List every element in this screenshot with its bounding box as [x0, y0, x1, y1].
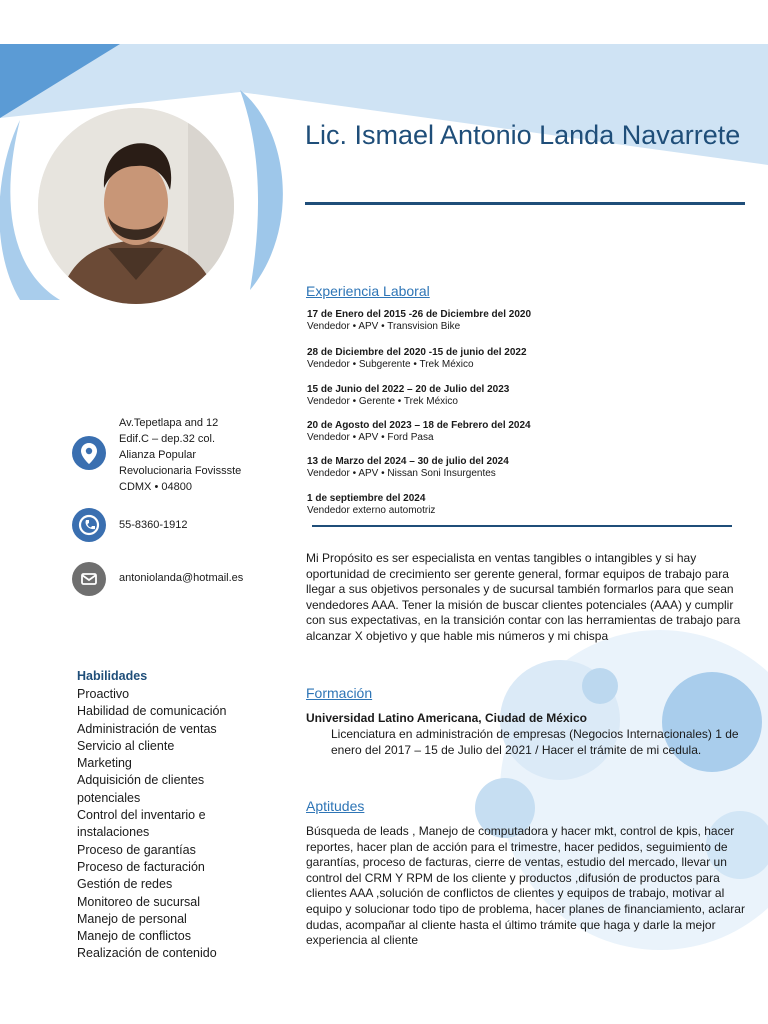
- address-block: [119, 415, 241, 495]
- skill-item: Control del inventario e instalaciones: [77, 808, 206, 840]
- job-dates: 13 de Marzo del 2024 – 30 de julio del 2024: [307, 456, 509, 467]
- job-entry: [307, 492, 747, 517]
- university-name: Universidad Latino Americana, Ciudad de México: [306, 711, 587, 725]
- job-entry: [307, 455, 747, 480]
- skills-heading: Habilidades: [77, 669, 148, 683]
- address-line: Alianza Popular: [119, 449, 197, 461]
- job-dates: 28 de Diciembre del 2020 -15 de junio del 2022: [307, 347, 527, 358]
- skill-item: Proceso de garantías: [77, 842, 196, 857]
- education-heading: Formación: [306, 685, 373, 701]
- skills-list: [77, 686, 267, 963]
- skill-item: Realización de contenido: [77, 946, 217, 961]
- phone-icon: [72, 508, 106, 542]
- address-line: Av.Tepetlapa and 12: [119, 417, 219, 429]
- skill-item: Proceso de facturación: [77, 859, 205, 874]
- location-pin-icon: [72, 436, 106, 470]
- skill-item: Adquisición de clientes potenciales: [77, 773, 205, 805]
- job-entry: [307, 383, 747, 408]
- address-line: Edif.C – dep.32 col.: [119, 433, 216, 445]
- job-entry: [307, 346, 747, 371]
- aptitudes-heading: Aptitudes: [306, 798, 365, 814]
- job-entry: [307, 419, 747, 444]
- candidate-name: Lic. Ismael Antonio Landa Navarrete: [305, 120, 741, 150]
- email-icon: [72, 562, 106, 596]
- skill-item: Habilidad de comunicación: [77, 704, 227, 719]
- job-dates: 15 de Junio del 2022 – 20 de Julio del 2023: [307, 384, 510, 395]
- aptitudes-text: Búsqueda de leads , Manejo de computadora y hacer mkt, control de kpis, hacer reportes, hacer plan de acción para el trimestre, hacer pedidos, seguimiento de garantías, proceso de facturas, cierre de ventas, estudio del mercado, llevar un control del CRM Y RPM de los cliente y productos ,difusión de productos para clientes AAA ,solución de conflictos de clientes y equipos de trabajo, motivar al equipo y solucionar todo tipo de problema, hacer planes de financiamiento, aclarar dudas, acompañar al cliente hasta el último trámite que haga y darle la mejor experiencia al cliente: [306, 824, 745, 948]
- job-entry: [307, 308, 747, 333]
- degree-description: Licenciatura en administración de empresas (Negocios Internacionales) 1 de enero del 2017 – 15 de Julio del 2021 / Hacer el trámite de mi cedula.: [331, 727, 739, 757]
- skill-item: Gestión de redes: [77, 877, 173, 892]
- profile-photo: [38, 108, 234, 304]
- job-role: Vendedor • Gerente • Trek México: [307, 396, 458, 407]
- job-role: Vendedor • APV • Nissan Soni Insurgentes: [307, 468, 496, 479]
- job-role: Vendedor • APV • Ford Pasa: [307, 432, 434, 443]
- phone-number: 55-8360-1912: [119, 519, 188, 531]
- job-role: Vendedor • Subgerente • Trek México: [307, 359, 474, 370]
- email-address: antoniolanda@hotmail.es: [119, 572, 244, 584]
- skill-item: Marketing: [77, 756, 132, 771]
- skill-item: Manejo de personal: [77, 911, 187, 926]
- job-dates: 17 de Enero del 2015 -26 de Diciembre del 2020: [307, 309, 532, 320]
- job-role: Vendedor externo automotriz: [307, 505, 436, 516]
- job-dates: 1 de septiembre del 2024: [307, 493, 426, 504]
- job-dates: 20 de Agosto del 2023 – 18 de Febrero del 2024: [307, 420, 531, 431]
- experience-heading: Experiencia Laboral: [306, 283, 430, 299]
- address-line: CDMX • 04800: [119, 481, 192, 493]
- address-line: Revolucionaria Fovissste: [119, 465, 242, 477]
- skill-item: Administración de ventas: [77, 721, 217, 736]
- skill-item: Manejo de conflictos: [77, 929, 191, 944]
- purpose-statement: Mi Propósito es ser especialista en ventas tangibles o intangibles y si hay oportunidad de crecimiento ser gerente general, formar equipos de trabajo para llegar a sus objetivos personales y de sucursal también formarlos para que sean vendedores AAA. Tener la misión de buscar clientes potenciales (AAA) y cumplir con sus expectativas, en la transición contar con las herramientas de trabajo para alcanzar X objetivo y que hable mis números y mi chispa: [306, 551, 741, 643]
- experience-divider: [312, 525, 732, 527]
- skill-item: Monitoreo de sucursal: [77, 894, 200, 909]
- skill-item: Proactivo: [77, 687, 130, 701]
- job-role: Vendedor • APV • Transvision Bike: [307, 321, 461, 332]
- skill-item: Servicio al cliente: [77, 738, 175, 753]
- name-divider: [305, 202, 745, 205]
